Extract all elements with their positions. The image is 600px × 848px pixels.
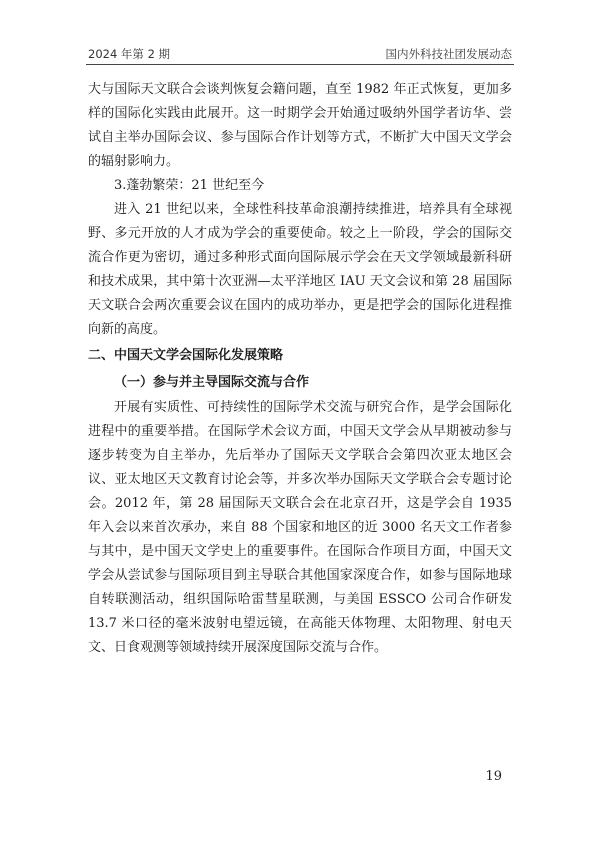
article-body xyxy=(88,78,512,660)
paragraph-strategy: 开展有实质性、可持续性的国际学术交流与研究合作，是学会国际化进程中的重要举措。在国际学术会议方面，中国天文学会从早期被动参与逐步转变为自主举办，先后举办了国际天文学联合会第四次亚太地区会议、亚太地区天文教育讨论会等，并多次举办国际天文学联合会专题讨论会。2012 年，第 28 届国际天文联合会在北京召开，这是学会自 1935 年入会以来首次承办，来自 88 个国家和地区的近 3000 名天文工作者参与其中，是中国天文学史上的重要事件。在国际合作项目方面，中国天文学会从尝试参与国际项目到主导联合其他国家深度合作，如参与国际地球自转联测活动，组织国际哈雷彗星联测，与美国 ESSCO 公司合作研发13.7 米口径的毫米波射电望远镜，在高能天体物理、太阳物理、射电天文、日食观测等领域持续开展深度国际交流与合作。 xyxy=(88,400,512,655)
header-divider xyxy=(86,64,514,65)
issue-label: 2024 年第 2 期 xyxy=(88,47,171,61)
page-number: 19 xyxy=(485,769,502,784)
journal-title: 国内外科技社团发展动态 xyxy=(385,47,512,61)
subsection-heading: （一）参与并主导国际交流与合作 xyxy=(114,375,310,390)
paragraph-21st-century: 进入 21 世纪以来，全球性科技革命浪潮持续推进，培养具有全球视野、多元开放的人才成为学会的重要使命。较之上一阶段，学会的国际交流合作更为密切，通过多种形式面向国际展示学会在天文学领域最新科研和技术成果，其中第十次亚洲—太平洋地区 IAU 天文会议和第 28 届国际天文联合会两次重要会议在国内的成功举办，更是把学会的国际化进程推向新的高度。 xyxy=(88,202,512,337)
section-heading: 二、中国天文学会国际化发展策略 xyxy=(88,348,284,363)
paragraph-continued: 大与国际天文联合会谈判恢复会籍问题，直至 1982 年正式恢复，更加多样的国际化实践由此展开。这一时期学会开始通过吸纳外国学者访华、尝试自主举办国际会议、参与国际合作计划等方式，不断扩大中国天文学会的辐射影响力。 xyxy=(88,82,512,169)
subheading-21st-century: 3.蓬勃繁荣：21 世纪至今 xyxy=(114,178,265,193)
